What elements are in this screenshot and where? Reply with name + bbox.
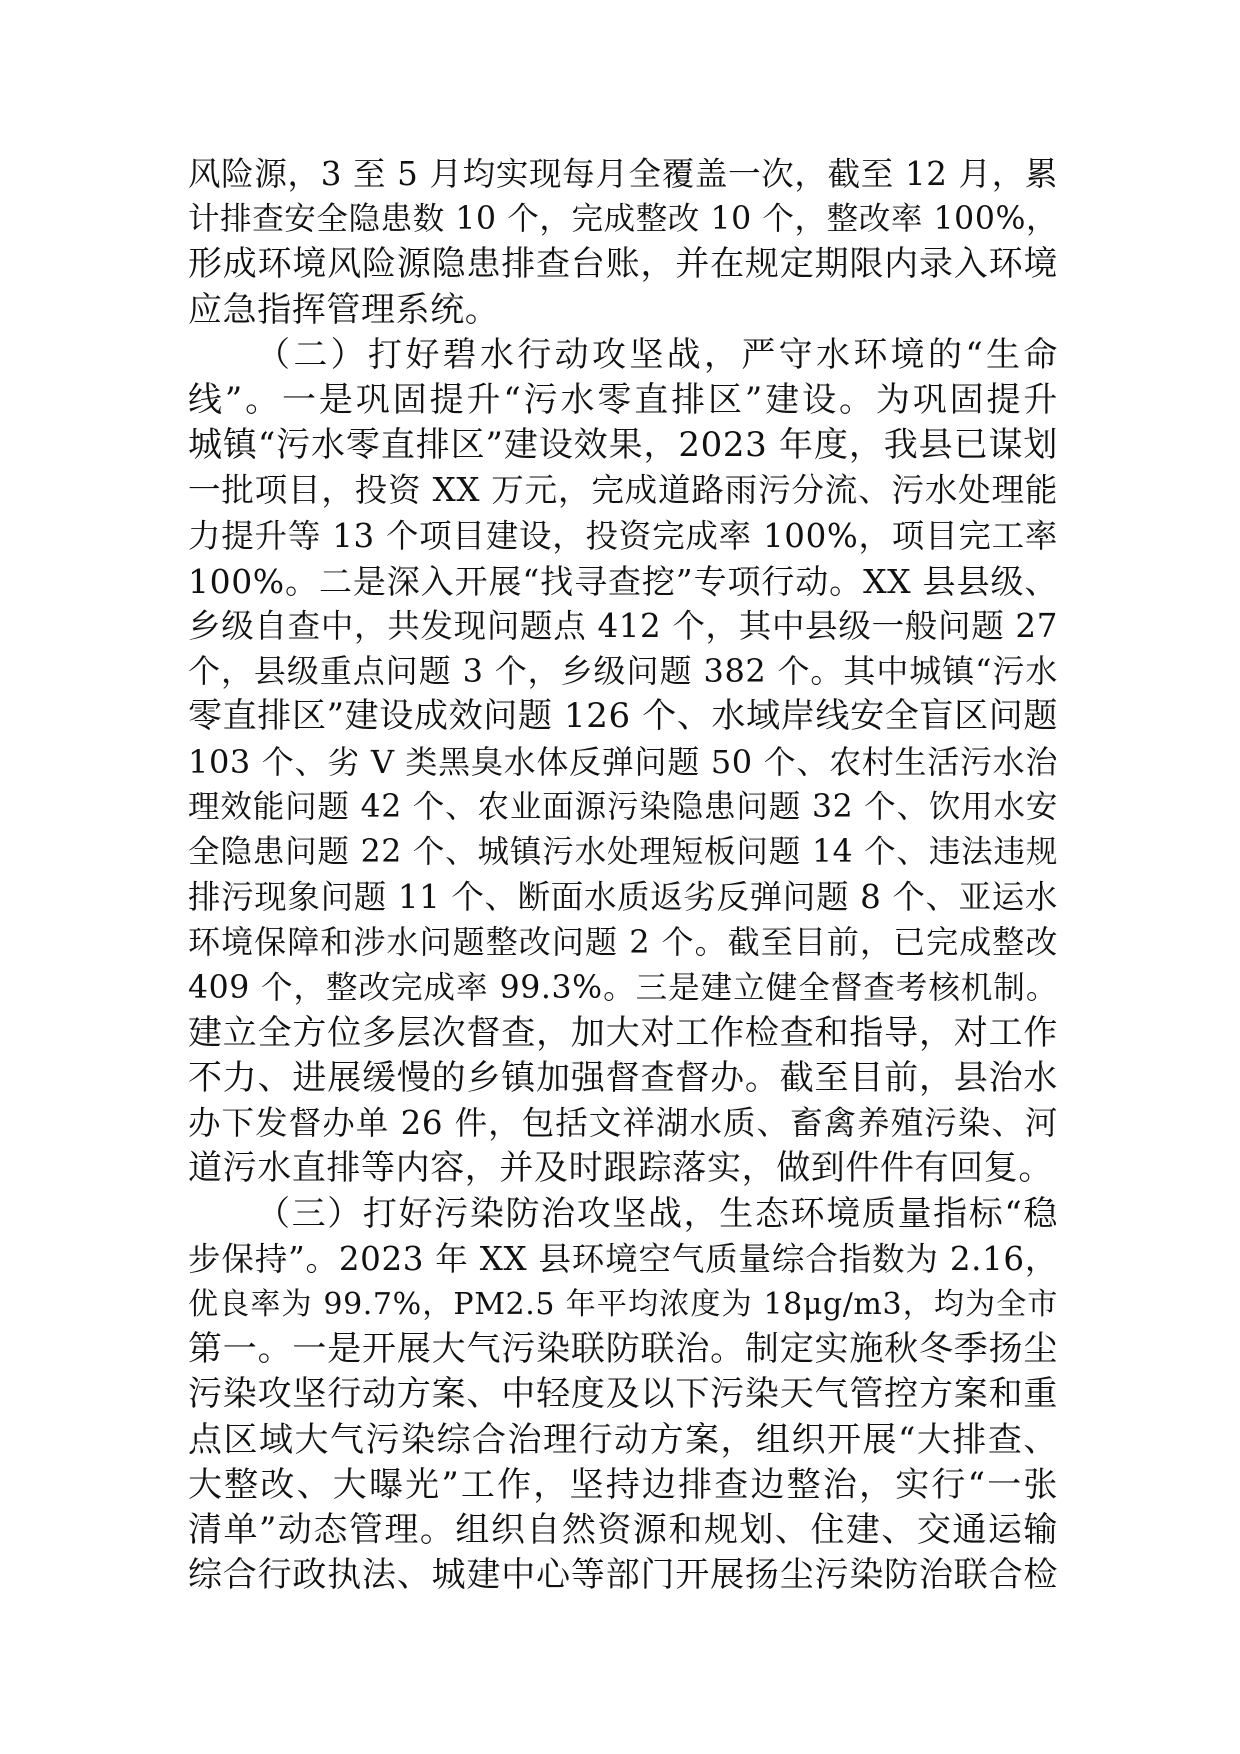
text-line: 应急指挥管理系统。 bbox=[188, 289, 500, 330]
text-line: 道污水直排等内容，并及时跟踪落实，做到件件有回复。 bbox=[188, 1148, 1053, 1189]
text-line: 全隐患问题 22 个、城镇污水处理短板问题 14 个、违法违规 bbox=[188, 834, 1058, 871]
text-line: 第一。一是开展大气污染联防联治。制定实施秋冬季扬尘 bbox=[188, 1329, 1058, 1370]
text-line: 形成环境风险源隐患排查台账，并在规定期限内录入环境 bbox=[188, 244, 1058, 285]
text-line: 线”。一是巩固提升“污水零直排区”建设。为巩固提升 bbox=[188, 380, 1058, 421]
text-line: 零直排区”建设成效问题 126 个、水域岸线安全盲区问题 bbox=[188, 696, 1058, 737]
text-line: （二）打好碧水行动攻坚战，严守水环境的“生命 bbox=[256, 334, 1058, 375]
text-line: 不力、进展缓慢的乡镇加强督查督办。截至目前，县治水 bbox=[188, 1058, 1058, 1099]
paragraph-risk-source bbox=[188, 152, 1058, 333]
text-line: （三）打好污染防治攻坚战，生态环境质量指标“稳 bbox=[256, 1193, 1058, 1234]
text-line: 乡级自查中，共发现问题点 412 个，其中县级一般问题 27 bbox=[188, 607, 1058, 646]
text-line: 步保持”。2023 年 XX 县环境空气质量综合指数为 2.16， bbox=[188, 1239, 1058, 1278]
document-body bbox=[188, 152, 1058, 1599]
text-line: 点区域大气污染综合治理行动方案，组织开展“大排查、 bbox=[188, 1419, 1058, 1460]
text-line: 排污现象问题 11 个、断面水质返劣反弹问题 8 个、亚运水 bbox=[188, 878, 1058, 917]
text-line: 100%。二是深入开展“找寻查挖”专项行动。XX 县县级、 bbox=[188, 561, 1058, 601]
text-line: 计排查安全隐患数 10 个，完成整改 10 个，整改率 100%， bbox=[188, 201, 1059, 238]
text-line: 103 个、劣 V 类黑臭水体反弹问题 50 个、农村生活污水治 bbox=[188, 742, 1058, 781]
text-line: 环境保障和涉水问题整改问题 2 个。截至目前，已完成整改 bbox=[188, 923, 1058, 962]
text-line: 个，县级重点问题 3 个，乡级问题 382 个。其中城镇“污水 bbox=[188, 652, 1058, 691]
text-line: 建立全方位多层次督查，加大对工作检查和指导，对工作 bbox=[188, 1012, 1058, 1053]
text-line: 力提升等 13 个项目建设，投资完成率 100%，项目完工率 bbox=[188, 516, 1058, 555]
text-line: 一批项目，投资 XX 万元，完成道路雨污分流、污水处理能 bbox=[188, 471, 1058, 510]
text-line: 城镇“污水零直排区”建设效果，2023 年度，我县已谋划 bbox=[188, 425, 1058, 466]
text-line: 优良率为 99.7%，PM2.5 年平均浓度为 18μg/m3，均为全市 bbox=[188, 1287, 1058, 1323]
text-line: 清单”动态管理。组织自然资源和规划、住建、交通运输 bbox=[188, 1510, 1058, 1551]
text-line: 综合行政执法、城建中心等部门开展扬尘污染防治联合检 bbox=[188, 1555, 1058, 1596]
text-line: 理效能问题 42 个、农业面源污染隐患问题 32 个、饮用水安 bbox=[188, 788, 1058, 825]
text-line: 办下发督办单 26 件，包括文祥湖水质、畜禽养殖污染、河 bbox=[188, 1104, 1058, 1143]
text-line: 污染攻坚行动方案、中轻度及以下污染天气管控方案和重 bbox=[188, 1374, 1058, 1415]
text-line: 409 个，整改完成率 99.3%。三是建立健全督查考核机制。 bbox=[188, 969, 1058, 1006]
paragraph-pollution-prevention bbox=[188, 1192, 1058, 1599]
text-line: 大整改、大曝光”工作，坚持边排查边整治，实行“一张 bbox=[188, 1464, 1058, 1505]
text-line: 风险源，3 至 5 月均实现每月全覆盖一次，截至 12 月，累 bbox=[188, 155, 1058, 193]
paragraph-clear-water-action bbox=[188, 333, 1058, 1192]
